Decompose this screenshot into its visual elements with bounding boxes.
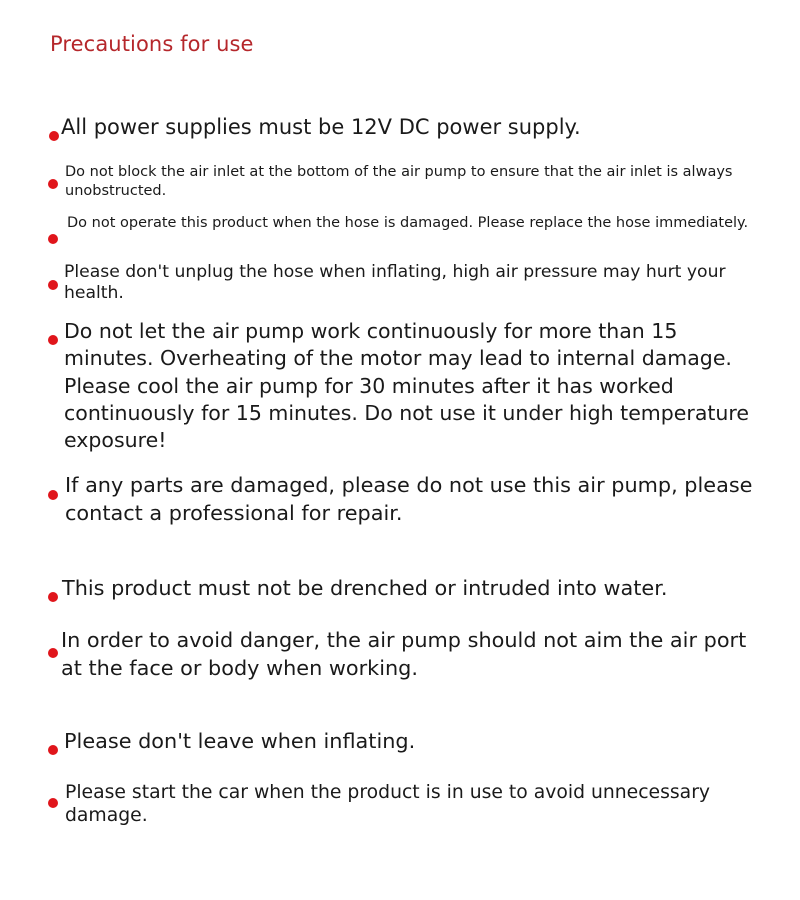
bullet-dot-icon <box>48 745 58 755</box>
precaution-text: Please don't leave when inflating. <box>64 729 416 753</box>
bullet-dot-icon <box>48 798 58 808</box>
page-title: Precautions for use <box>50 32 254 56</box>
bullet-dot-icon <box>48 592 58 602</box>
precaution-text: Please don't unplug the hose when inflating, high air pressure may hurt your health. <box>64 262 726 304</box>
bullet-dot-icon <box>48 179 58 189</box>
precaution-text: In order to avoid danger, the air pump should not aim the air port at the face or body when working. <box>61 628 747 680</box>
precaution-text: This product must not be drenched or intruded into water. <box>62 576 668 600</box>
precaution-text: If any parts are damaged, please do not use this air pump, please contact a professional for repair. <box>65 473 753 525</box>
bullet-dot-icon <box>48 490 58 500</box>
bullet-dot-icon <box>48 648 58 658</box>
precaution-text: Do not block the air inlet at the bottom of the air pump to ensure that the air inlet is always unobstructed. <box>65 164 733 199</box>
bullet-dot-icon <box>48 280 58 290</box>
precaution-text: Please start the car when the product is in use to avoid unnecessary damage. <box>65 782 711 827</box>
bullet-dot-icon <box>48 335 58 345</box>
precaution-text: Do not operate this product when the hose is damaged. Please replace the hose immediately. <box>67 215 749 231</box>
bullet-dot-icon <box>49 131 59 141</box>
precaution-text: All power supplies must be 12V DC power supply. <box>61 115 581 139</box>
bullet-dot-icon <box>48 234 58 244</box>
precaution-text: Do not let the air pump work continuously for more than 15 minutes. Overheating of the motor may lead to internal damage. Please cool the air pump for 30 minutes after it has worked continuously for 15 minutes. Do not use it under high temperature exposure! <box>64 319 750 452</box>
